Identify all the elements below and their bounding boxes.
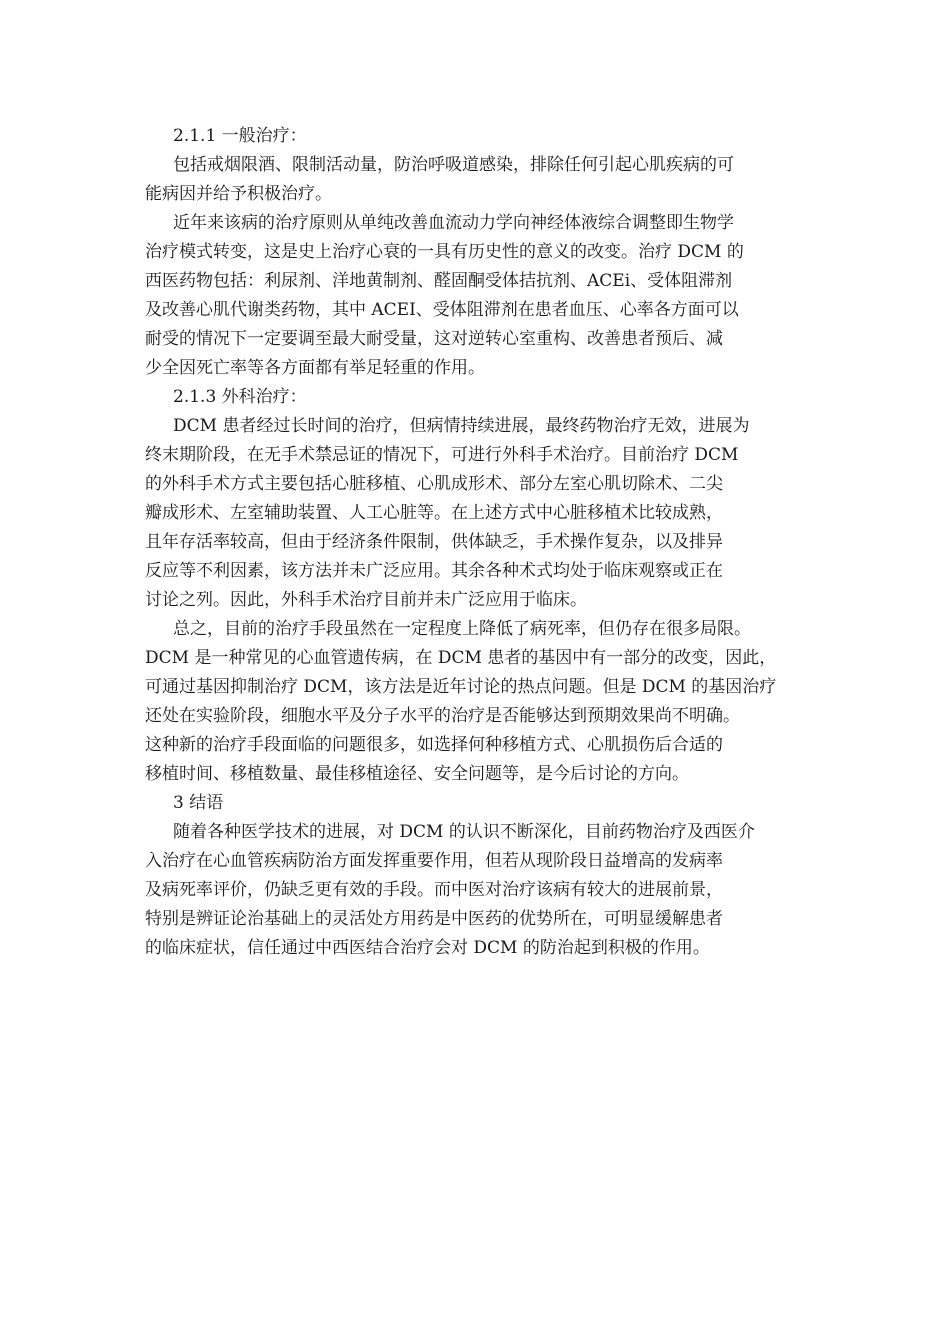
- text-line: 的临床症状，信任通过中西医结合治疗会对 DCM 的防治起到积极的作用。: [145, 938, 710, 958]
- text-line: 总之，目前的治疗手段虽然在一定程度上降低了病死率，但仍存在很多局限。: [173, 619, 751, 639]
- text-line: 这种新的治疗手段面临的问题很多，如选择何种移植方式、心肌损伤后合适的: [145, 735, 723, 755]
- text-line: 及改善心肌代谢类药物，其中 ACEI、受体阻滞剂在患者血压、心率各方面可以: [145, 300, 739, 320]
- text-line: 还处在实验阶段，细胞水平及分子水平的治疗是否能够达到预期效果尚不明确。: [145, 706, 740, 726]
- text-line: 3 结语: [173, 793, 224, 813]
- text-line: 随着各种医学技术的进展，对 DCM 的认识不断深化，目前药物治疗及西医介: [173, 822, 755, 842]
- text-line: DCM 是一种常见的心血管遗传病，在 DCM 患者的基因中有一部分的改变，因此，: [145, 648, 777, 668]
- text-line: 包括戒烟限酒、限制活动量，防治呼吸道感染，排除任何引起心肌疾病的可: [173, 155, 734, 175]
- text-line: 2.1.3 外科治疗：: [173, 387, 307, 407]
- text-line: 反应等不利因素，该方法并未广泛应用。其余各种术式均处于临床观察或正在: [145, 561, 723, 581]
- text-line: 移植时间、移植数量、最佳移植途径、安全问题等，是今后讨论的方向。: [145, 764, 689, 784]
- text-line: 讨论之列。因此，外科手术治疗目前并未广泛应用于临床。: [145, 590, 587, 610]
- text-line: 终末期阶段，在无手术禁忌证的情况下，可进行外科手术治疗。目前治疗 DCM: [145, 445, 739, 465]
- text-line: 治疗模式转变，这是史上治疗心衰的一具有历史性的意义的改变。治疗 DCM 的: [145, 242, 744, 262]
- text-line: 耐受的情况下一定要调至最大耐受量，这对逆转心室重构、改善患者预后、减: [145, 329, 723, 349]
- text-line: 可通过基因抑制治疗 DCM，该方法是近年讨论的热点问题。但是 DCM 的基因治疗: [145, 677, 777, 697]
- text-line: 少全因死亡率等各方面都有举足轻重的作用。: [145, 358, 485, 378]
- text-line: 西医药物包括：利尿剂、洋地黄制剂、醛固酮受体拮抗剂、ACEi、受体阻滞剂: [145, 271, 733, 291]
- text-line: 及病死率评价，仍缺乏更有效的手段。而中医对治疗该病有较大的进展前景，: [145, 880, 723, 900]
- text-line: 入治疗在心血管疾病防治方面发挥重要作用，但若从现阶段日益增高的发病率: [145, 851, 723, 871]
- text-line: 的外科手术方式主要包括心脏移植、心肌成形术、部分左室心肌切除术、二尖: [145, 474, 723, 494]
- text-line: 瓣成形术、左室辅助装置、人工心脏等。在上述方式中心脏移植术比较成熟，: [145, 503, 723, 523]
- text-line: 近年来该病的治疗原则从单纯改善血流动力学向神经体液综合调整即生物学: [173, 213, 734, 233]
- text-line: 特别是辨证论治基础上的灵活处方用药是中医药的优势所在，可明显缓解患者: [145, 909, 723, 929]
- text-line: 且年存活率较高，但由于经济条件限制，供体缺乏，手术操作复杂，以及排异: [145, 532, 723, 552]
- document-body: [145, 122, 815, 963]
- text-line: 能病因并给予积极治疗。: [145, 184, 332, 204]
- text-line: DCM 患者经过长时间的治疗，但病情持续进展，最终药物治疗无效，进展为: [173, 416, 750, 436]
- text-line: 2.1.1 一般治疗：: [173, 126, 307, 146]
